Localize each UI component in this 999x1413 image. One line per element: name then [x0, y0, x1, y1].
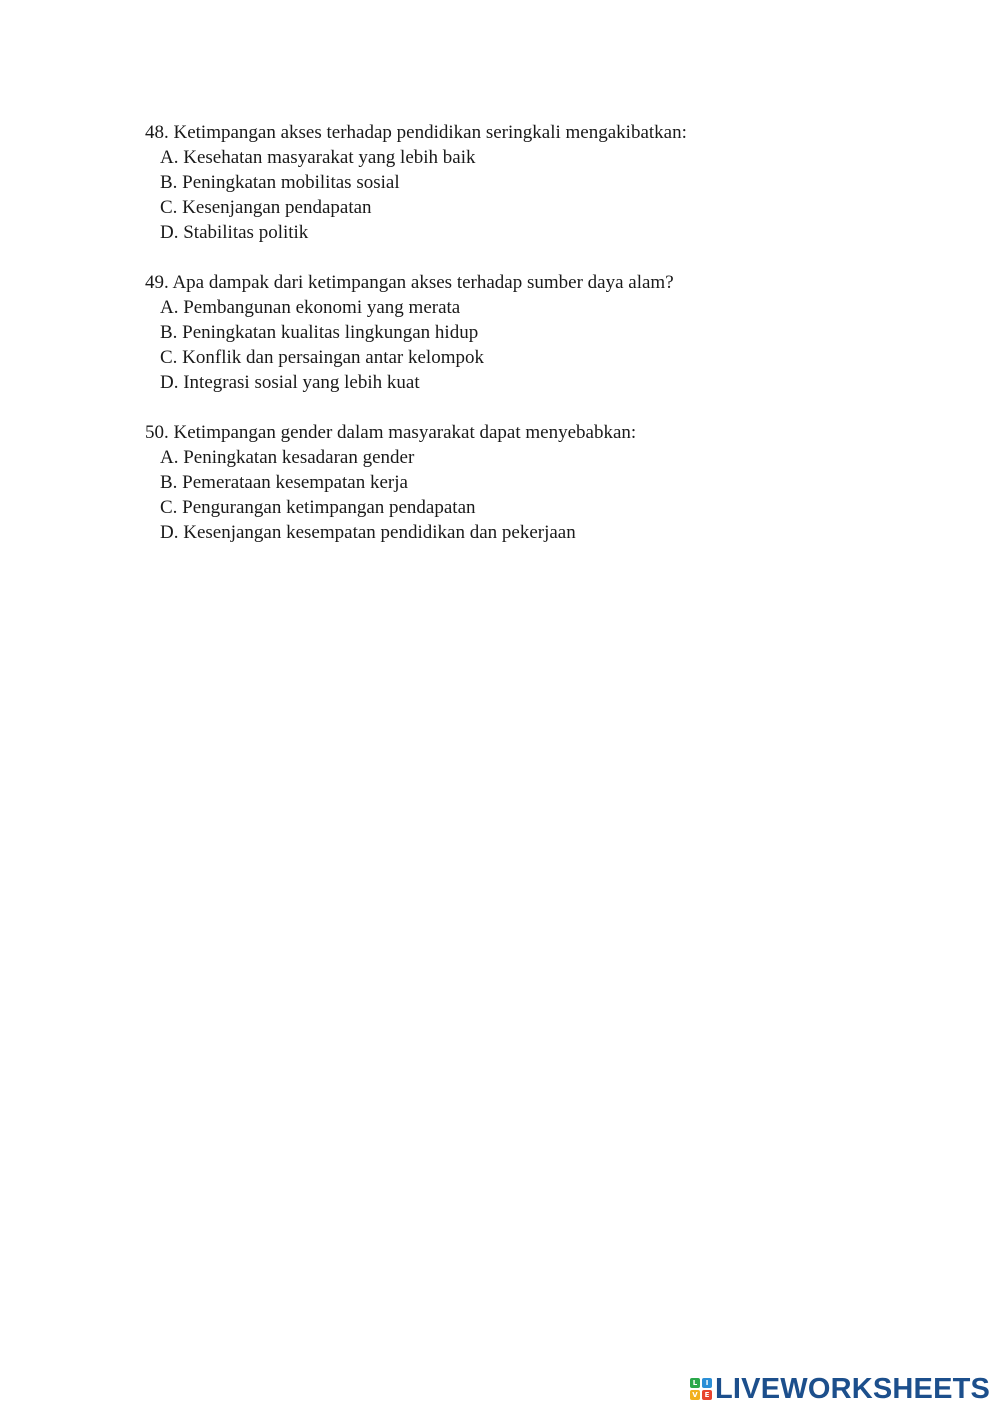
question-text: 50. Ketimpangan gender dalam masyarakat dapat menyebabkan: — [145, 422, 637, 443]
options-list — [145, 295, 945, 395]
liveworksheets-logo-icon: L I V E — [690, 1378, 712, 1400]
option-d[interactable]: D. Stabilitas politik — [160, 222, 309, 243]
brand-name: LIVEWORKSHEETS — [715, 1373, 991, 1405]
option-b[interactable]: B. Peningkatan kualitas lingkungan hidup — [160, 322, 479, 343]
option-b[interactable]: B. Peningkatan mobilitas sosial — [160, 172, 400, 193]
option-d[interactable]: D. Integrasi sosial yang lebih kuat — [160, 372, 420, 393]
liveworksheets-logo — [690, 1373, 990, 1405]
option-c[interactable]: C. Kesenjangan pendapatan — [160, 197, 372, 218]
question-text: 48. Ketimpangan akses terhadap pendidikan seringkali mengakibatkan: — [145, 122, 687, 143]
option-c[interactable]: C. Konflik dan persaingan antar kelompok — [160, 347, 484, 368]
option-a[interactable]: A. Peningkatan kesadaran gender — [160, 447, 415, 468]
options-list — [145, 145, 945, 245]
question-50 — [145, 420, 945, 545]
question-48 — [145, 120, 945, 245]
options-list — [145, 445, 945, 545]
option-b[interactable]: B. Pemerataan kesempatan kerja — [160, 472, 408, 493]
option-a[interactable]: A. Pembangunan ekonomi yang merata — [160, 297, 461, 318]
worksheet — [145, 120, 945, 570]
option-d[interactable]: D. Kesenjangan kesempatan pendidikan dan pekerjaan — [160, 522, 576, 543]
question-49 — [145, 270, 945, 395]
option-c[interactable]: C. Pengurangan ketimpangan pendapatan — [160, 497, 476, 518]
option-a[interactable]: A. Kesehatan masyarakat yang lebih baik — [160, 147, 476, 168]
question-text: 49. Apa dampak dari ketimpangan akses terhadap sumber daya alam? — [145, 272, 674, 293]
